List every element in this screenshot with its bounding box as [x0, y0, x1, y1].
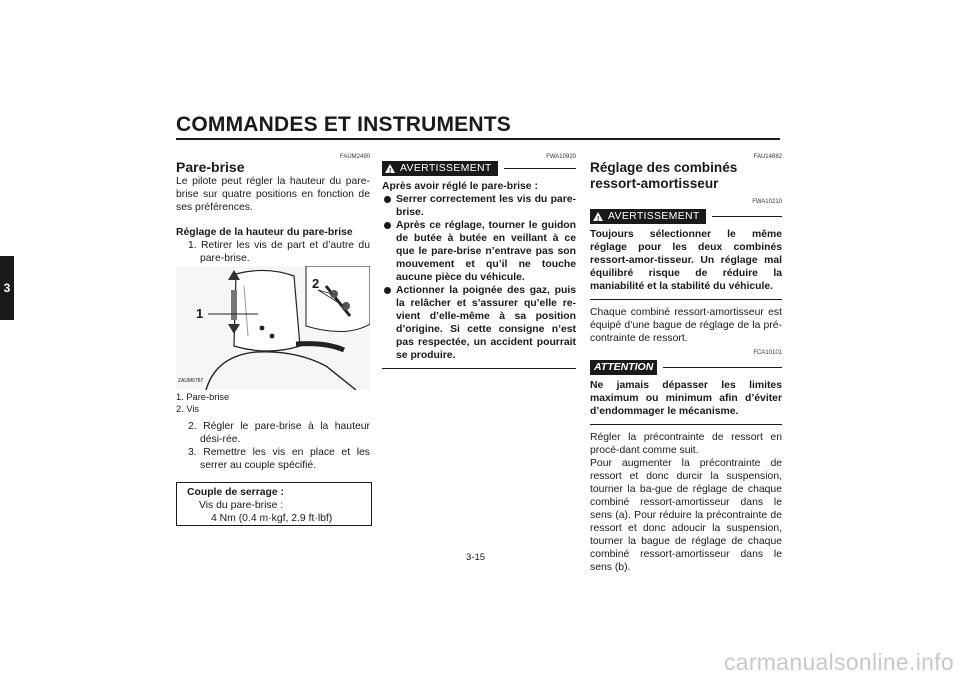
figure-label-2: 2 — [312, 276, 320, 291]
paragraph-3: Pour augmenter la précontrainte de ressort et donc durcir la suspension, tourner la ba-gue de réglage de chaque combiné ressort-amortisseur dans le sens (a). Pour réduire la précontrainte de ressort et donc adoucir la suspension, tourner la bague de réglage de chaque combiné ressort-amortisseur dans le sens (b). — [590, 458, 782, 573]
warning-triangle-icon: ! — [385, 164, 395, 173]
chapter-tab: 3 — [0, 256, 14, 320]
warning-label-3: AVERTISSEMENT — [608, 210, 700, 222]
warning-badge-3 — [590, 209, 706, 224]
steps-2-3 — [176, 420, 370, 472]
spec-line-2: 4 Nm (0.4 m·kgf, 2.9 ft·lbf) — [211, 513, 333, 524]
warning-code-3: FWA10210 — [752, 199, 782, 205]
section-title: Pare-brise — [176, 159, 245, 175]
windshield-figure — [176, 266, 370, 390]
warning-bullet-2: Après ce réglage, tourner le guidon de butée à butée en veillant à ce que le pare-brise n’entrave pas son mouvement et qu’il ne touche aucune pièce du véhicule. — [382, 219, 576, 284]
figure-code: ZAUM0787 — [178, 378, 204, 384]
paragraph-2: Régler la précontrainte de ressort en procé-dant comme suit. — [590, 432, 782, 456]
figure-label-1: 1 — [196, 306, 204, 321]
bullet-icon — [384, 196, 391, 203]
paragraph-1: Chaque combiné ressort-amortisseur est équipé d’une bague de réglage de la pré-contrainte de ressort. — [590, 307, 782, 344]
bullet-icon — [384, 222, 391, 229]
legend-item-1: 1. Pare-brise — [176, 392, 230, 402]
step-1: 1. Retirer les vis de part et d’autre du pare-brise. — [188, 240, 370, 264]
watermark: carmanualsonline.info — [723, 649, 954, 675]
step-2: 2. Régler le pare-brise à la hauteur dési-rée. — [188, 421, 370, 445]
subheading: Réglage de la hauteur du pare-brise — [176, 227, 353, 238]
warning-header — [382, 161, 576, 176]
warning-text-3: Toujours sélectionner le même réglage pour les deux combinés ressort-amor-tisseur. Un réglage mal équilibré risque de réduire la maniabilité et la stabilité du véhicule. — [590, 229, 782, 292]
bullet-icon — [384, 287, 391, 294]
column-2-warning — [382, 161, 576, 369]
warning-bullet-3: Actionner la poignée des gaz, puis la relâcher et s’assurer qu’elle re-vient d’elle-même à sa position d’origine. Si cette consigne n’est pas respectée, un accident pourrait se produire. — [382, 284, 576, 362]
legend-item-2: 2. Vis — [176, 404, 200, 414]
warning-badge — [382, 161, 498, 176]
column-3 — [590, 160, 782, 574]
warning-end-rule — [382, 362, 576, 369]
warning-lead: Après avoir réglé le pare-brise : — [382, 181, 538, 192]
figure-legend — [176, 391, 370, 415]
section-code: FAUM2490 — [339, 154, 370, 160]
page-number: 3-15 — [466, 552, 486, 563]
step-3: 3. Remettre les vis en place et les serrer au couple spécifié. — [188, 447, 370, 471]
spec-heading: Couple de serrage : — [187, 487, 285, 498]
windshield-illustration — [176, 266, 370, 390]
torque-spec-box — [176, 482, 372, 526]
page-header-title: COMMANDES ET INSTRUMENTS — [176, 113, 511, 136]
attention-badge: ATTENTION — [590, 360, 657, 375]
warning-bullet-1: Serrer correctement les vis du pare-brise. — [382, 193, 576, 219]
section-title-3: Réglage des combinés ressort-amortisseur — [590, 160, 738, 191]
attention-code: FCA10101 — [753, 350, 782, 356]
warning-label: AVERTISSEMENT — [400, 162, 492, 174]
section-code-3: FAU14882 — [753, 154, 782, 160]
warning-header-3 — [590, 209, 782, 224]
warning-code: FWA10920 — [546, 154, 576, 160]
header-rule — [176, 138, 780, 140]
attention-header — [590, 360, 782, 375]
column-1 — [176, 159, 370, 265]
attention-text: Ne jamais dépasser les limites maximum ou minimum afin d’éviter d’endommager le mécanisme. — [590, 380, 782, 417]
spec-line-1: Vis du pare-brise : — [199, 500, 284, 511]
warning-triangle-icon: ! — [593, 212, 603, 221]
intro-paragraph: Le pilote peut régler la hauteur du pare-brise sur quatre positions en fonction de ses préférences. — [176, 176, 370, 213]
